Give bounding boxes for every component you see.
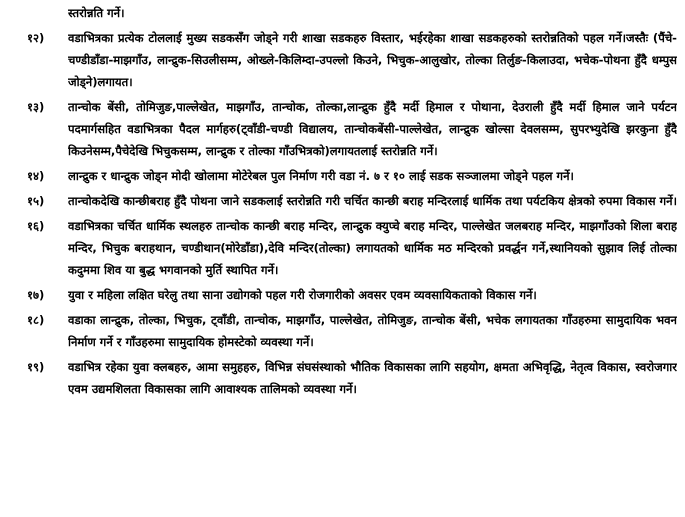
item-number: १९) <box>27 360 45 374</box>
item-number: १४) <box>27 169 45 183</box>
item-text: वडाभित्रका प्रत्येक टोललाई मुख्य सडकसँग जोड्ने गरी शाखा सडकहरु विस्तार, भईरहेका शाखा सडकहरुको स्तरोन्नतिको पहल गर्ने।जस्तैः (पैंचे-चण्डीडाँडा-माझगाँउ, लान्द्रुक-सिउलीसम्म, ओख्ले-किलिम्दा-उपल्लो किउने, भिचुक-आलुखोर, तोल्का तिर्लुङ-किलाउदा, भचेक-पोथना हुँदै धम्पुस जोड्ने)लगायत। <box>68 31 677 89</box>
item-text: तान्चोक बेंसी, तोमिजुङ,पाल्लेखेत, माझगाँउ, तान्चोक, तोल्का,लान्द्रुक हुँदै मर्दी हिमाल र पोथाना, देउराली हुँदै मर्दी हिमाल जाने पर्यटन पदमार्गसहित वडाभित्रका पैदल मार्गहरु(ट्वाँडी-चण्डी विद्यालय, तान्चोकबेंसी-पाल्लेखेत, लान्द्रुक खोल्सा देवलसम्म, सुपरभ्युदेखि झरकुना हुँदै किउनेसम्म,पैचेदेखि भिचुकसम्म, लान्द्रुक र तोल्का गाँउभित्रको)लगायतलाई स्तरोन्नति गर्ने। <box>68 100 677 158</box>
item-number: १३) <box>27 100 45 114</box>
list-item-15 <box>0 190 685 212</box>
item-number: १८) <box>27 313 45 327</box>
list-item-16 <box>0 215 685 281</box>
continuation-text: स्तरोन्नति गर्ने। <box>68 6 125 20</box>
item-text: वडाभित्रका चर्चित धार्मिक स्थलहरु तान्चोक कान्छी बराह मन्दिर, लान्द्रुक क्युप्चे बराह मन्दिर, पाल्लेखेत जलबराह मन्दिर, माझगाँउको शिला बराह मन्दिर, भिचुक बराहथान, चण्डीथान(मोरेडाँडा),देवि मन्दिर(तोल्का) लगायतको धार्मिक मठ मन्दिरको प्रवर्द्धन गर्ने,स्थानियको सुझाव लिई तोल्का कदुममा शिव या बुद्ध भगवानको मुर्ति स्थापित गर्ने। <box>68 219 677 277</box>
item-number: १६) <box>27 219 45 233</box>
item-text: युवा र महिला लक्षित घरेलु तथा साना उद्योगको पहल गरी रोजगारीको अवसर एवम व्यवसायिकताको विकास गर्ने। <box>68 288 537 302</box>
item-text: लान्द्रुक र धान्द्रुक जोड्न मोदी खोलामा मोटेरेबल पुल निर्माण गरी वडा नं. ७ र १० लाई सडक सञ्जालमा जोड्ने पहल गर्ने। <box>68 169 574 183</box>
item-text: वडाभित्र रहेका युवा क्लबहरु, आमा समुहहरु, विभिन्न संघसंस्थाको भौतिक विकासका लागि सहयोग, क्षमता अभिवृद्धि, नेतृत्व विकास, स्वरोजगार एवम उद्यमशिलता विकासका लागि आवाश्यक तालिमको व्यवस्था गर्ने। <box>68 360 677 396</box>
item-number: १७) <box>27 288 45 302</box>
list-item-13 <box>0 96 685 162</box>
item-number: १५) <box>27 194 45 208</box>
list-item-18 <box>0 309 685 353</box>
list-item-14 <box>0 165 685 187</box>
list-item-12 <box>0 27 685 93</box>
list-item-17 <box>0 284 685 306</box>
list-item-19 <box>0 356 685 400</box>
item-text: वडाका लान्द्रुक, तोल्का, भिचुक, ट्वाँडी, तान्चोक, माझगाँउ, पाल्लेखेत, तोमिजुङ, तान्चोक बेंसी, भचेक लगायतका गाँउहरुमा सामुदायिक भवन निर्माण गर्ने र गाँउहरुमा सामुदायिक होमस्टेको व्यवस्था गर्ने। <box>68 313 677 349</box>
item-text: तान्चोकदेखि कान्छीबराह हुँदै पोथना जाने सडकलाई स्तरोन्नति गरी चर्चित कान्छी बराह मन्दिरलाई धार्मिक तथा पर्यटकिय क्षेत्रको रुपमा विकास गर्ने। <box>68 194 677 208</box>
item-number: १२) <box>27 31 45 45</box>
